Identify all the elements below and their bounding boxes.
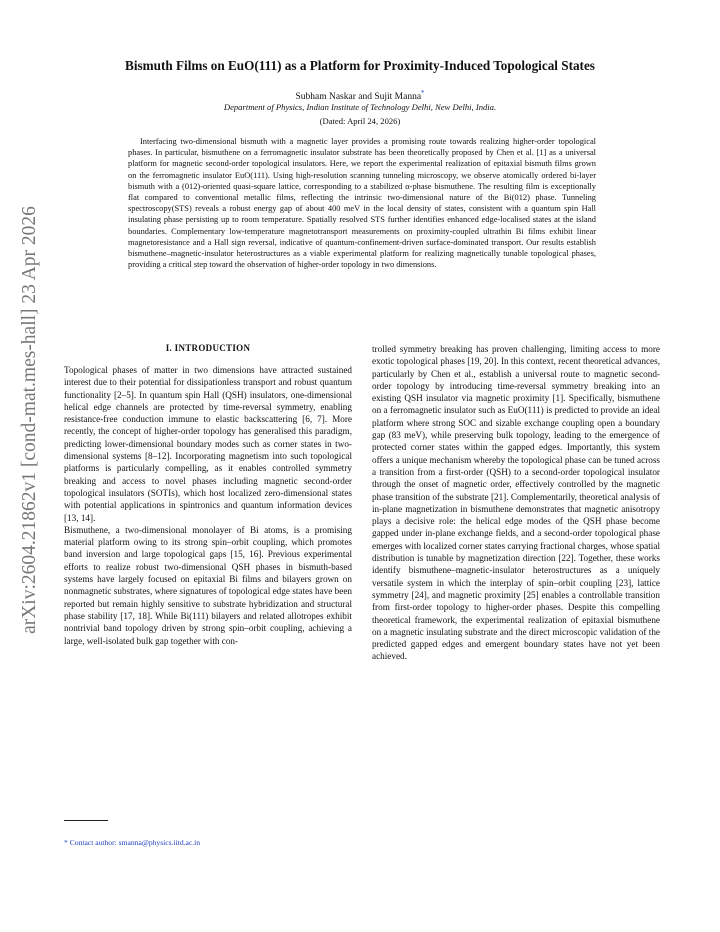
intro-paragraph-2: Bismuthene, a two-dimensional monolayer of Bi atoms, is a promising material platform owing to its strong spin–orbit coupling, which promotes band inversion and large topological gaps [15, 16]. Previous experimental efforts to realize robust two-dimensional QSH phases in bismuth-based systems have largely focused on epitaxial Bi films and bilayers grown on nonmagnetic substrates, where signatures of topological edge states have been reported but remain highly sensitive to substrate hybridization and structural phase stability [17, 18]. While Bi(111) bilayers and related allotropes exhibit nontrivial band topology driven by strong spin–orbit coupling, achieving a large, well-isolated bulk gap together with con- xyxy=(64,524,352,646)
affiliation: Department of Physics, Indian Institute of Technology Delhi, New Delhi, India. xyxy=(223,102,497,112)
paper-title: Bismuth Films on EuO(111) as a Platform for Proximity-Induced Topological States xyxy=(125,58,595,73)
footnote-divider xyxy=(64,820,108,821)
left-column xyxy=(64,364,352,647)
intro-paragraph-1: Topological phases of matter in two dimensions have attracted sustained interest due to their potential for dissipationless transport and robust quantum functionality [2–5]. In quantum spin Hall (QSH) insulators, one-dimensional helical edge channels are protected by time-reversal symmetry, enabling resistance-free conduction immune to elastic backscattering [6, 7]. More recently, the concept of higher-order topology has generalised this paradigm, predicting lower-dimensional boundary modes such as corner states in two-dimensional systems [8–12]. Incorporating magnetism into such topological platforms is particularly compelling, as it enables controlled symmetry breaking and access to novel phases including magnetic second-order topological insulators (SOTIs), which host localized zero-dimensional states with potential applications in spintronics and quantum information devices [13, 14]. xyxy=(64,365,352,523)
right-column xyxy=(372,343,660,663)
intro-paragraph-3: trolled symmetry breaking has proven challenging, limiting access to more exotic topological phases [19, 20]. In this context, recent theoretical advances, particularly by Chen et al., establish a universal route to magnetic second-order topology by introducing time-reversal symmetry breaking into an existing QSH insulator via magnetic proximity [1]. Specifically, bismuthene on a ferromagnetic insulator such as EuO(111) is predicted to provide an ideal platform where strong SOC and sizable exchange coupling open a boundary gap (83 meV), while preserving bulk topology, leading to the emergence of protected corner states within the gapped edges. Importantly, this system offers a unique mechanism whereby the topological phase can be tuned across a transition from a first-order (QSH) to a second-order topological insulator through the onset of magnetic order, effectively controlled by the magnetic phase transition of the substrate [21]. Complementarily, theoretical analysis of in-plane magnetization in bismuthene demonstrates that magnetic anisotropy plays a decisive role: the helical edge modes of the QSH phase become gapped under in-plane exchange fields, and a second-order topological phase emerges with localized corner states carrying fractional charges, whose spatial distribution is tunable by magnetization direction [22]. Together, these works identify bismuthene–magnetic-insulator heterostructures as a uniquely versatile system in which the interplay of spin–orbit coupling [23], lattice symmetry [24], and magnetic proximity [25] enables a controllable transition from first-order topology to higher-order phases. Despite this compelling theoretical framework, the experimental realization of epitaxial bismuthene on a magnetic insulating substrate and the direct microscopic validation of the predicted gapped edges and emergent boundary states have not yet been achieved. xyxy=(372,344,660,662)
corresponding-author-mark[interactable]: * xyxy=(421,89,425,97)
footnote-mark: * xyxy=(64,838,68,847)
arxiv-identifier: arXiv:2604.21862v1 [cond-mat.mes-hall] 23 Apr 2026 xyxy=(19,206,40,634)
author-line xyxy=(0,89,720,102)
footnote xyxy=(64,838,200,847)
arxiv-sidebar xyxy=(10,180,50,660)
contact-email-link[interactable]: Contact author: smanna@physics.iitd.ac.in xyxy=(69,838,201,847)
abstract: Interfacing two-dimensional bismuth with a magnetic layer provides a promising route towards realizing higher-order topological phases. In particular, bismuthene on a ferromagnetic insulator substrate has been theoretically proposed by Chen et al. [1] as a universal platform for magnetic second-order topological insulators. Here, we report the experimental realization of epitaxial bismuth films grown on the ferromagnetic insulator EuO(111). Using high-resolution scanning tunneling microscopy, we observe atomically ordered bi-layer bismuth with a (012)-oriented quasi-square lattice, corresponding to a stabilized α-phase bismuthene. The resulting film is exceptionally flat compared to conventional metallic films, reflecting the intrinsic two-dimensional nature of the Bi(012) phase. Tunneling spectroscopy(STS) reveals a robust energy gap of about 400 meV in the local density of states, consistent with a quantum spin Hall insulating phase persisting up to room temperature. Spatially resolved STS further identifies enhanced edge-localised states at the island boundaries. Complementary low-temperature magnetotransport measurements on proximity-coupled ultrathin Bi films exhibit linear magnetoresistance and a Hall sign reversal, indicative of quantum-confinement-driven surface-dominated transport. Our results establish bismuthene–magnetic-insulator heterostructures as a viable experimental platform for realizing magnetically tunable topological phases, providing a critical step toward the observation of higher-order topology in two dimensions. xyxy=(128,137,596,270)
date-line: (Dated: April 24, 2026) xyxy=(319,116,401,126)
section-heading-introduction: I. INTRODUCTION xyxy=(165,343,251,353)
authors: Subham Naskar and Sujit Manna xyxy=(295,92,422,103)
